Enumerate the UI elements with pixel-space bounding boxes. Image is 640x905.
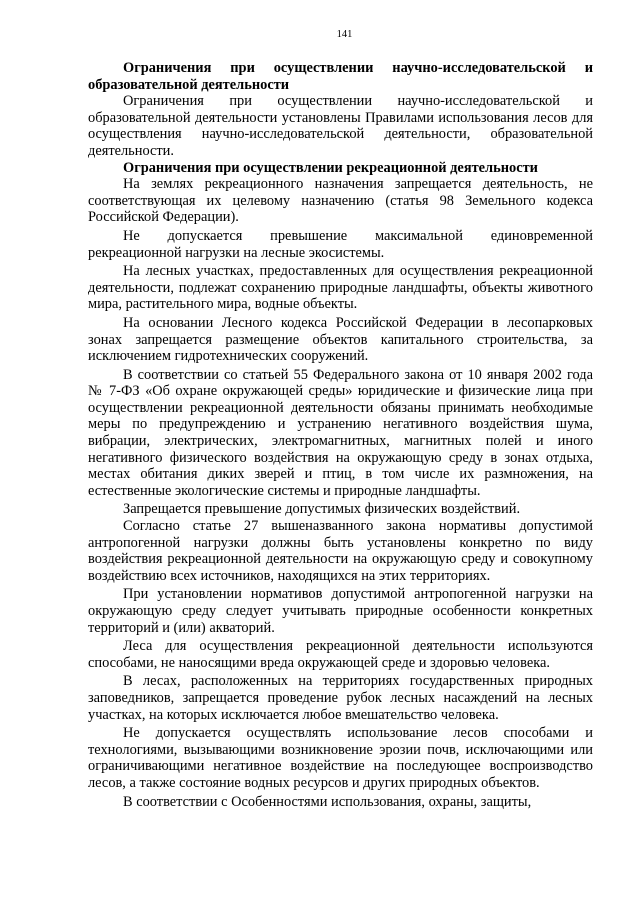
paragraph: Не допускается осуществлять использование лесов способами и технологиями, вызывающими возникновение эрозии почв, исключающими или ограничивающими негативное воздействие на последующее воспроизводство лесов, а также состояние водных ресурсов и других природных объектов. — [88, 725, 593, 791]
paragraph: Леса для осуществления рекреационной деятельности используются способами, не наносящими вреда окружающей среде и здоровью человека. — [88, 638, 593, 671]
paragraph: Ограничения при осуществлении научно-исследовательской и образовательной деятельности установлены Правилами использования лесов для осуществления научно-исследовательской деятельности, образовательной деятельности. — [88, 93, 593, 159]
paragraph: На основании Лесного кодекса Российской Федерации в лесопарковых зонах запрещается размещение объектов капитального строительства, за исключением гидротехнических сооружений. — [88, 314, 593, 365]
paragraph: При установлении нормативов допустимой антропогенной нагрузки на окружающую среду следует учитывать природные особенности конкретных территорий и (или) акваторий. — [88, 586, 593, 636]
paragraph: На землях рекреационного назначения запрещается деятельность, не соответствующая их целевому назначению (статья 98 Земельного кодекса Российской Федерации). — [88, 176, 593, 226]
paragraph: В лесах, расположенных на территориях государственных природных заповедников, запрещается проведение рубок лесных насаждений на лесных участках, на которых исключается любое вмешательство человека. — [88, 673, 593, 723]
paragraph: Не допускается превышение максимальной единовременной рекреационной нагрузки на лесные экосистемы. — [88, 227, 593, 261]
heading-recreation: Ограничения при осуществлении рекреационной деятельности — [123, 159, 538, 176]
document-page — [88, 28, 593, 810]
paragraph: Согласно статье 27 вышеназванного закона нормативы допустимой антропогенной нагрузки должны быть установлены конкретно по виду воздействия рекреационной деятельности на окружающую среду и совокупному воздействию всех источников, находящихся на этих территориях. — [88, 518, 593, 584]
paragraph: На лесных участках, предоставленных для осуществления рекреационной деятельности, подлежат сохранению природные ландшафты, объекты животного мира, растительного мира, водные объекты. — [88, 263, 593, 313]
paragraph: В соответствии с Особенностями использования, охраны, защиты, — [123, 793, 532, 810]
heading-research-education: Ограничения при осуществлении научно-исследовательской и образовательной деятельности — [88, 60, 593, 93]
page-number: 141 — [336, 29, 353, 40]
paragraph: Запрещается превышение допустимых физических воздействий. — [123, 501, 521, 518]
paragraph: В соответствии со статьей 55 Федерального закона от 10 января 2002 года № 7-ФЗ «Об охране окружающей среды» юридические и физические лица при осуществлении рекреационной деятельности обязаны принимать необходимые меры по предупреждению и устранению негативного воздействия шума, вибрации, электрических, электромагнитных, магнитных полей и иного негативного физического воздействия на окружающую среду в зонах отдыха, местах обитания диких зверей и птиц, в том числе их размножения, на естественные экологические системы и природные ландшафты. — [88, 366, 593, 499]
